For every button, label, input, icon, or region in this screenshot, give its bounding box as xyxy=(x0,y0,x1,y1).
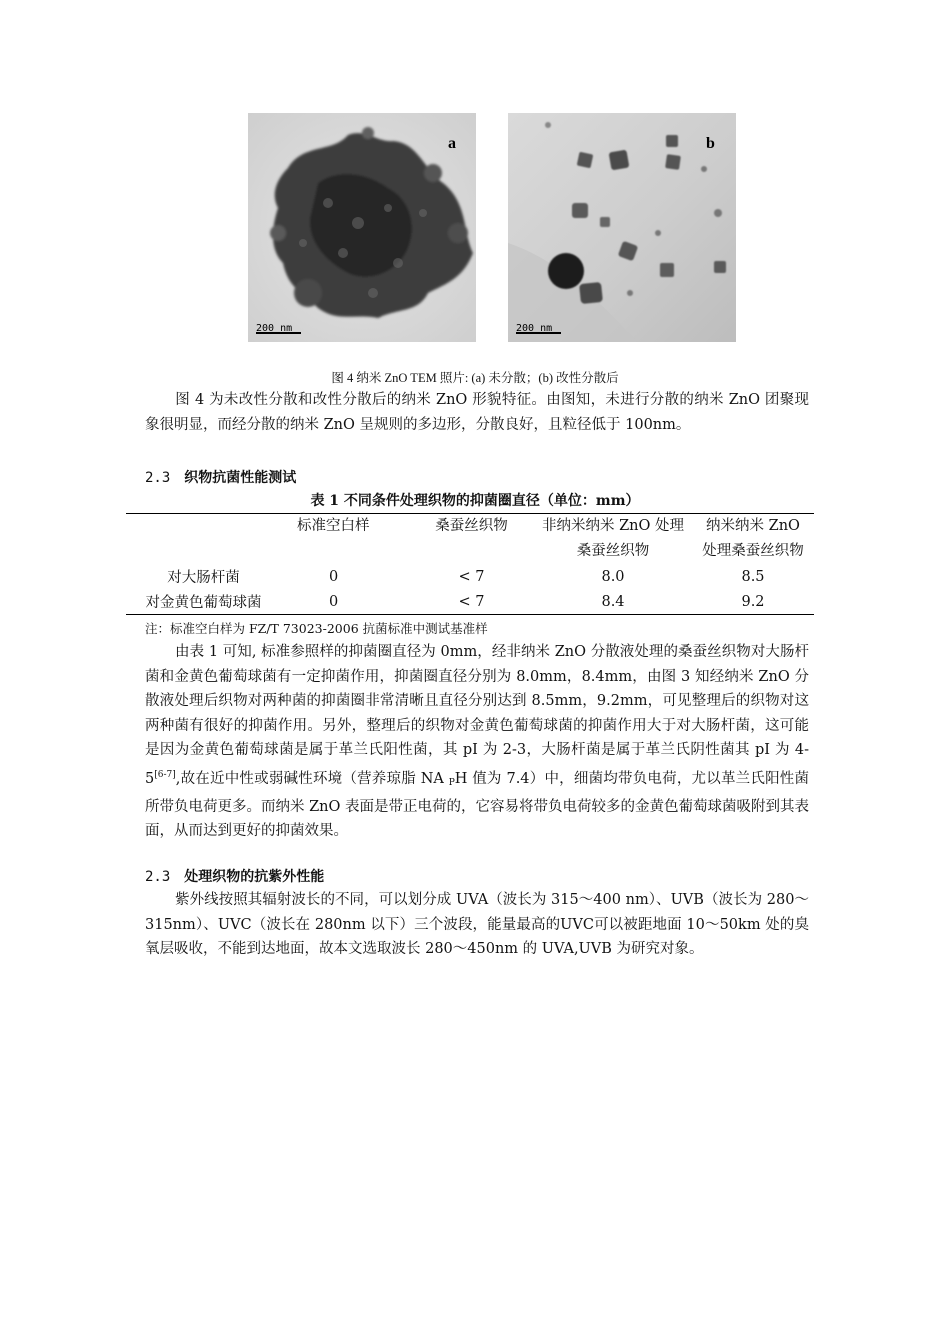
subscript: P xyxy=(448,777,455,788)
table-row xyxy=(126,589,814,615)
panel-label-b: b xyxy=(706,135,715,152)
section-heading-antibacterial xyxy=(145,467,296,487)
paragraph-antibacterial-analysis xyxy=(145,640,809,844)
table-cell: 8.5 xyxy=(741,568,765,585)
table-header-cell: 非纳米纳米 ZnO 处理桑蚕丝织物 xyxy=(541,518,685,559)
table-header-row xyxy=(126,514,814,565)
table-header-cell: 纳米纳米 ZnO 处理桑蚕丝织物 xyxy=(702,518,804,559)
tem-image-b xyxy=(508,113,736,342)
paragraph-text: ,故在近中性或弱碱性环境（营养琼脂 NA xyxy=(175,770,449,787)
table-cell: < 7 xyxy=(458,568,485,585)
figure-caption: 图 4 纳米 ZnO TEM 照片: (a) 未分散；(b) 改性分散后 xyxy=(331,371,619,385)
table-title: 表 1 不同条件处理织物的抑菌圈直径（单位：mm） xyxy=(310,493,640,509)
table-header-cell xyxy=(126,514,281,565)
citation-ref: [6-7] xyxy=(154,769,176,780)
section-title: 织物抗菌性能测试 xyxy=(184,470,297,486)
table-cell: < 7 xyxy=(458,593,485,610)
table-note: 注：标准空白样为 FZ/T 73023-2006 抗菌标准中测试基准样 xyxy=(145,621,488,636)
section-title: 处理织物的抗紫外性能 xyxy=(184,869,325,885)
tem-image-b-graphic xyxy=(508,113,736,342)
tem-image-a-graphic xyxy=(248,113,476,342)
table-header-cell: 标准空白样 xyxy=(297,518,370,534)
table-header-cell: 桑蚕丝织物 xyxy=(435,518,508,534)
figure-4 xyxy=(248,113,738,343)
inhibition-zone-table xyxy=(126,513,814,615)
paragraph-uv-description xyxy=(145,888,809,962)
table-cell: 8.0 xyxy=(601,568,625,585)
paragraph-text: 紫外线按照其辐射波长的不同，可以划分成 UVA（波长为 315～400 nm）、UVB（波长为 280～315nm）、UVC（波长在 280nm 以下）三个波段，能量最高的UVC可以被距地面 10～50km 处的臭氧层吸收，不能到达地面，故本文选取波长 280～450nm 的 UVA,UVB 为研究对象。 xyxy=(145,892,809,957)
section-number: 2.3 xyxy=(145,869,171,885)
section-heading-uv xyxy=(145,866,324,886)
scale-bar-label-b: 200 nm xyxy=(516,323,553,334)
paragraph-text: 由表 1 可知, 标准参照样的抑菌圈直径为 0mm，经非纳米 ZnO 分散液处理的桑蚕丝织物对大肠杆菌和金黄色葡萄球菌有一定抑菌作用，抑菌圈直径分别为 8.0mm，8.4mm，由图 3 知经纳米 ZnO 分散液处理后织物对两种菌的抑菌圈非常清晰且直径分别达到 8.5mm，9.2mm，可见整理后的织物对这两种菌有很好的抑菌作用。另外，整理后的织物对金黄色葡萄球菌的抑菌作用大于对大肠杆菌，这可能是因为金黄色葡萄球菌是属于革兰氏阳性菌，其 pI 为 2-3，大肠杆菌是属于革兰氏阴性菌其 pI 为 4-5 xyxy=(145,644,809,787)
scale-bar-label-a: 200 nm xyxy=(256,323,293,334)
table-row xyxy=(126,564,814,589)
table-cell: 8.4 xyxy=(601,593,625,610)
table-cell: 对大肠杆菌 xyxy=(167,570,240,586)
paragraph-text: H 值为 7.4）中，细菌均带负电荷，尤以革兰氏阳性菌所带负电荷更多。而纳米 ZnO 表面是带正电荷的，它容易将带负电荷较多的金黄色葡萄球菌吸附到其表面，从而达到更好的抑菌效果。 xyxy=(145,770,810,840)
panel-label-a: a xyxy=(448,135,456,152)
paragraph-text: 图 4 为未改性分散和改性分散后的纳米 ZnO 形貌特征。由图知，未进行分散的纳米 ZnO 团聚现象很明显，而经分散的纳米 ZnO 呈规则的多边形，分散良好，且粒径低于 100nm。 xyxy=(145,392,809,433)
section-number: 2.3 xyxy=(145,470,171,486)
table-cell: 9.2 xyxy=(741,593,765,610)
table-cell: 0 xyxy=(329,593,339,610)
table-cell: 对金黄色葡萄球菌 xyxy=(145,595,262,611)
table-cell: 0 xyxy=(329,568,339,585)
paragraph-figure-description xyxy=(145,388,809,437)
tem-image-a xyxy=(248,113,476,342)
